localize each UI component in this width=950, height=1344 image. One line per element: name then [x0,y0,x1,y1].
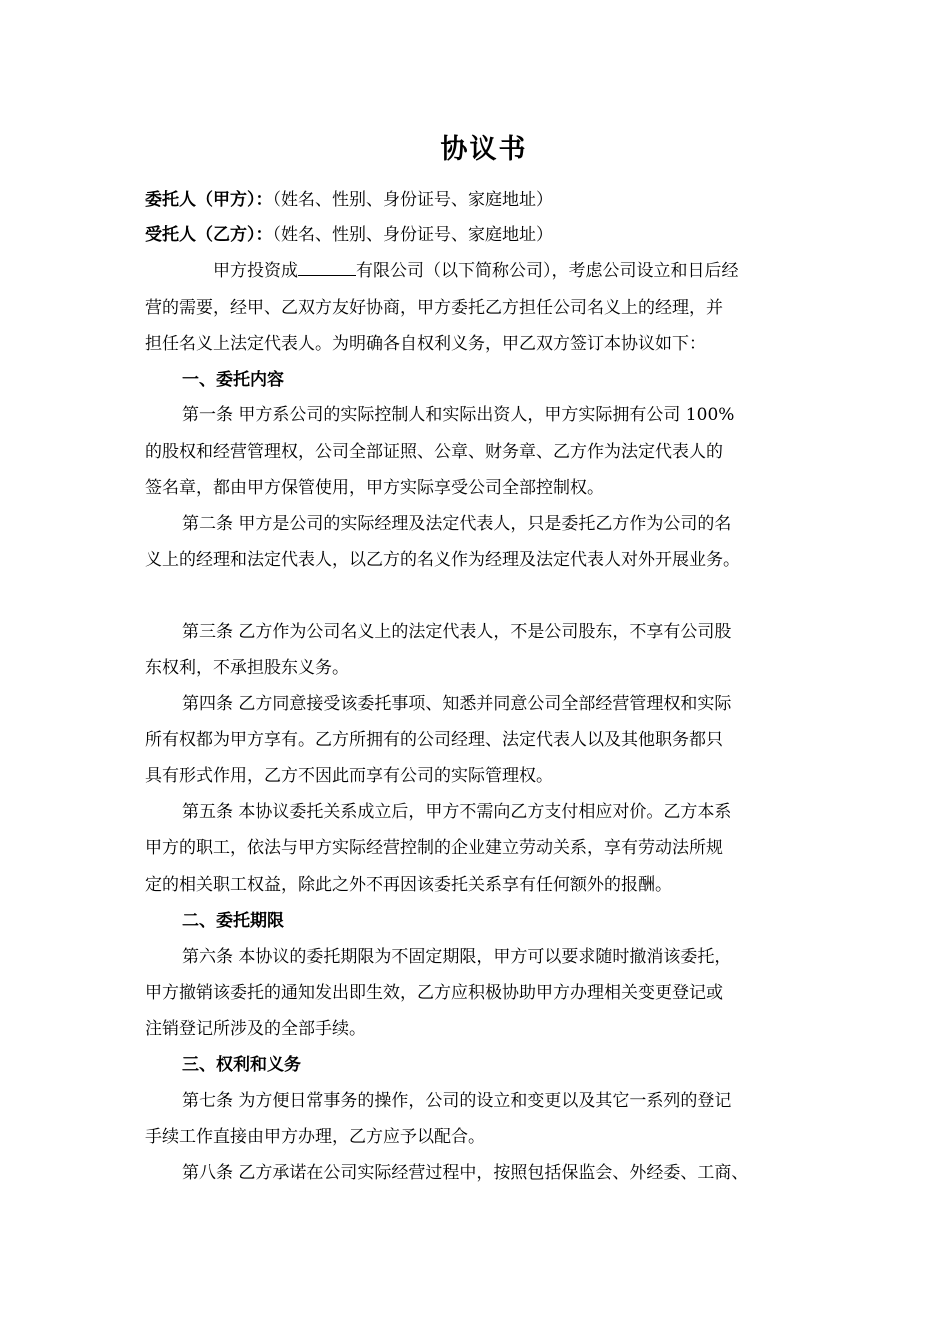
party-b-line [145,223,553,247]
article-6-line-1: 第六条 本协议的委托期限为不固定期限，甲方可以要求随时撤消该委托， [182,947,732,967]
intro-text-b: 有限公司（以下简称公司），考虑公司设立和日后经 [356,261,739,281]
intro-text-a: 甲方投资成 [213,261,298,281]
article-3-line-2: 东权利，不承担股东义务。 [145,658,349,678]
party-a-detail: （姓名、性别、身份证号、家庭地址） [272,190,553,210]
article-4-line-1: 第四条 乙方同意接受该委托事项、知悉并同意公司全部经营管理权和实际 [182,694,732,714]
article-7-line-1: 第七条 为方便日常事务的操作，公司的设立和变更以及其它一系列的登记 [182,1091,732,1111]
article-2-line-2: 义上的经理和法定代表人，以乙方的名义作为经理及法定代表人对外开展业务。 [145,550,740,570]
intro-line-3: 担任名义上法定代表人。为明确各自权利义务，甲乙双方签订本协议如下： [145,334,706,354]
section-heading-3: 三、权利和义务 [182,1055,301,1075]
article-1-line-1: 第一条 甲方系公司的实际控制人和实际出资人，甲方实际拥有公司 100% [182,405,735,425]
article-6-line-2: 甲方撤销该委托的通知发出即生效，乙方应积极协助甲方办理相关变更登记或 [145,983,723,1003]
company-name-blank [298,261,356,276]
article-3-line-1: 第三条 乙方作为公司名义上的法定代表人，不是公司股东，不享有公司股 [182,622,732,642]
party-a-label: 委托人（甲方）： [145,190,273,210]
article-8-line-1: 第八条 乙方承诺在公司实际经营过程中，按照包括保监会、外经委、工商、 [182,1163,749,1183]
article-2-line-1: 第二条 甲方是公司的实际经理及法定代表人，只是委托乙方作为公司的名 [182,514,732,534]
section-heading-2: 二、委托期限 [182,911,284,931]
section-heading-1: 一、委托内容 [182,370,284,390]
document-title: 协议书 [440,134,528,165]
article-4-line-2: 所有权都为甲方享有。乙方所拥有的公司经理、法定代表人以及其他职务都只 [145,730,723,750]
intro-line-2: 营的需要，经甲、乙双方友好协商，甲方委托乙方担任公司名义上的经理，并 [145,298,723,318]
article-4-line-3: 具有形式作用，乙方不因此而享有公司的实际管理权。 [145,766,553,786]
article-7-line-2: 手续工作直接由甲方办理，乙方应予以配合。 [145,1127,485,1147]
party-b-detail: （姓名、性别、身份证号、家庭地址） [272,225,553,245]
party-b-label: 受托人（乙方）： [145,225,273,245]
intro-line-1 [213,259,739,283]
article-5-line-3: 定的相关职工权益，除此之外不再因该委托关系享有任何额外的报酬。 [145,875,672,895]
party-a-line [145,188,553,212]
article-6-line-3: 注销登记所涉及的全部手续。 [145,1019,366,1039]
article-1-line-2: 的股权和经营管理权，公司全部证照、公章、财务章、乙方作为法定代表人的 [145,442,723,462]
article-1-line-3: 签名章，都由甲方保管使用，甲方实际享受公司全部控制权。 [145,478,604,498]
article-5-line-2: 甲方的职工，依法与甲方实际经营控制的企业建立劳动关系，享有劳动法所规 [145,838,723,858]
article-5-line-1: 第五条 本协议委托关系成立后，甲方不需向乙方支付相应对价。乙方本系 [182,802,732,822]
